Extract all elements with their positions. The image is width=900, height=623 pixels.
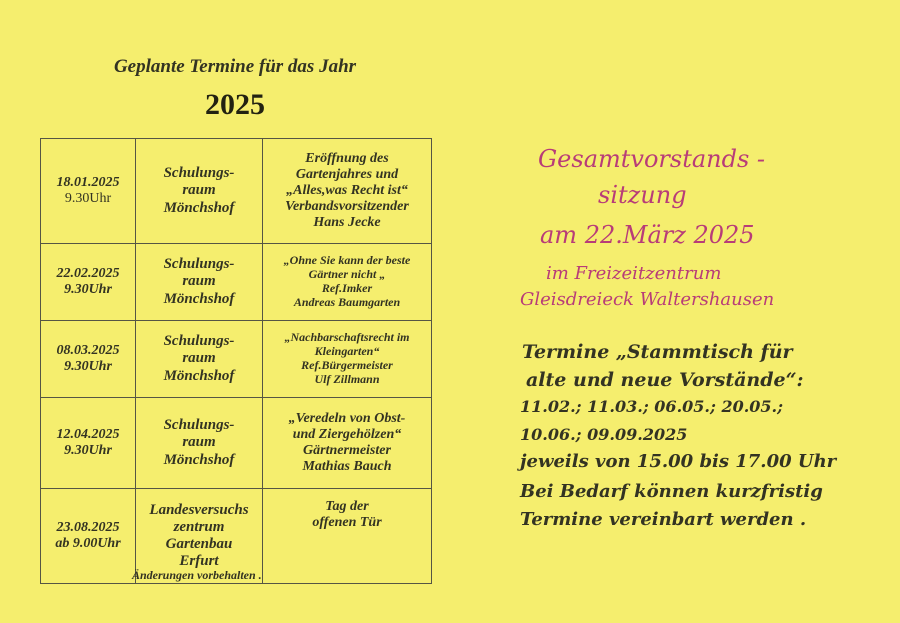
event-line: „Nachbarschaftsrecht im xyxy=(284,330,410,345)
event-line: Ulf Zillmann xyxy=(314,371,380,386)
time-text: 9.30Uhr xyxy=(64,443,112,458)
event-line: Verbandsvorsitzender xyxy=(285,199,409,215)
event-line: Gartenjahres und xyxy=(295,166,399,182)
place-cell xyxy=(136,139,263,244)
place-line: Mönchshof xyxy=(163,290,235,307)
table-row xyxy=(41,321,432,398)
stammtisch-line: Termine „Stammtisch für xyxy=(522,341,793,363)
time-text: 9.30Uhr xyxy=(64,191,112,206)
date-cell xyxy=(41,139,136,244)
stammtisch-note: Termine vereinbart werden . xyxy=(520,509,807,530)
announcement-venue: im Freizeitzentrum xyxy=(546,263,722,284)
place-line: Schulungs- xyxy=(163,165,235,182)
place-line: raum xyxy=(182,182,216,199)
event-line: Gärtnermeister xyxy=(303,443,391,458)
place-line: Mönchshof xyxy=(163,199,235,216)
date-text: 18.01.2025 xyxy=(56,174,120,190)
announcement-title-cont: sitzung xyxy=(598,181,687,209)
stammtisch-line: alte und neue Vorstände“: xyxy=(526,369,804,391)
schedule-table xyxy=(40,138,432,584)
table-row xyxy=(41,244,432,321)
place-line: Mönchshof xyxy=(163,451,235,468)
date-cell xyxy=(41,489,136,584)
place-line: Schulungs- xyxy=(163,333,235,350)
event-line: Kleingarten“ xyxy=(314,344,380,359)
place-line: zentrum xyxy=(173,518,225,535)
date-cell xyxy=(41,398,136,489)
announcement-title: Gesamtvorstands - xyxy=(538,145,766,173)
date-text: 08.03.2025 xyxy=(56,342,120,358)
place-line: raum xyxy=(182,273,216,290)
place-cell xyxy=(136,244,263,321)
date-text: 22.02.2025 xyxy=(56,265,120,281)
event-line: Ref.Imker xyxy=(321,281,373,295)
stammtisch-dates: 11.02.; 11.03.; 06.05.; 20.05.; xyxy=(520,397,784,416)
place-line: raum xyxy=(182,350,216,367)
event-line: Ref.Bürgermeister xyxy=(301,358,393,372)
place-line: Mönchshof xyxy=(163,367,235,384)
event-cell xyxy=(263,244,432,321)
place-line: Schulungs- xyxy=(163,417,235,434)
event-line: „Alles,was Recht ist“ xyxy=(286,182,408,198)
announcement-date: am 22.März 2025 xyxy=(540,221,755,249)
date-cell xyxy=(41,321,136,398)
event-line: Andreas Baumgarten xyxy=(293,294,401,309)
place-cell xyxy=(136,398,263,489)
stammtisch-time: jeweils von 15.00 bis 17.00 Uhr xyxy=(520,451,837,472)
event-cell xyxy=(263,489,432,584)
event-line: und Ziergehölzen“ xyxy=(292,426,402,442)
place-line: Landesversuchs xyxy=(149,501,249,518)
place-line: raum xyxy=(182,434,216,451)
place-line: Erfurt xyxy=(179,553,219,570)
stammtisch-note: Bei Bedarf können kurzfristig xyxy=(520,481,823,502)
date-text: 23.08.2025 xyxy=(56,519,120,535)
time-text: 9.30Uhr xyxy=(64,282,112,297)
event-cell xyxy=(263,321,432,398)
table-row xyxy=(41,139,432,244)
event-line: „Veredeln von Obst- xyxy=(288,410,406,426)
event-line: Mathias Bauch xyxy=(302,459,392,475)
footnote: Änderungen vorbehalten . xyxy=(132,568,262,582)
date-cell xyxy=(41,244,136,321)
schedule-year: 2025 xyxy=(205,88,265,121)
time-text: 9.30Uhr xyxy=(64,359,112,374)
time-text: ab 9.00Uhr xyxy=(55,536,121,551)
event-cell xyxy=(263,398,432,489)
place-line: Gartenbau xyxy=(165,536,233,552)
place-cell xyxy=(136,321,263,398)
event-line: „Ohne Sie kann der beste xyxy=(283,253,411,268)
schedule-heading: Geplante Termine für das Jahr xyxy=(113,56,357,77)
event-line: Hans Jecke xyxy=(313,215,381,231)
event-line: Gärtner nicht „ xyxy=(308,267,386,282)
event-cell xyxy=(263,139,432,244)
table-row xyxy=(41,398,432,489)
event-line: Tag der xyxy=(325,499,369,514)
place-line: Schulungs- xyxy=(163,256,235,273)
event-line: offenen Tür xyxy=(312,515,382,531)
event-line: Eröffnung des xyxy=(305,150,389,166)
date-text: 12.04.2025 xyxy=(56,426,120,442)
stammtisch-dates: 10.06.; 09.09.2025 xyxy=(520,425,688,444)
announcement-venue-name: Gleisdreieck Waltershausen xyxy=(520,289,775,310)
